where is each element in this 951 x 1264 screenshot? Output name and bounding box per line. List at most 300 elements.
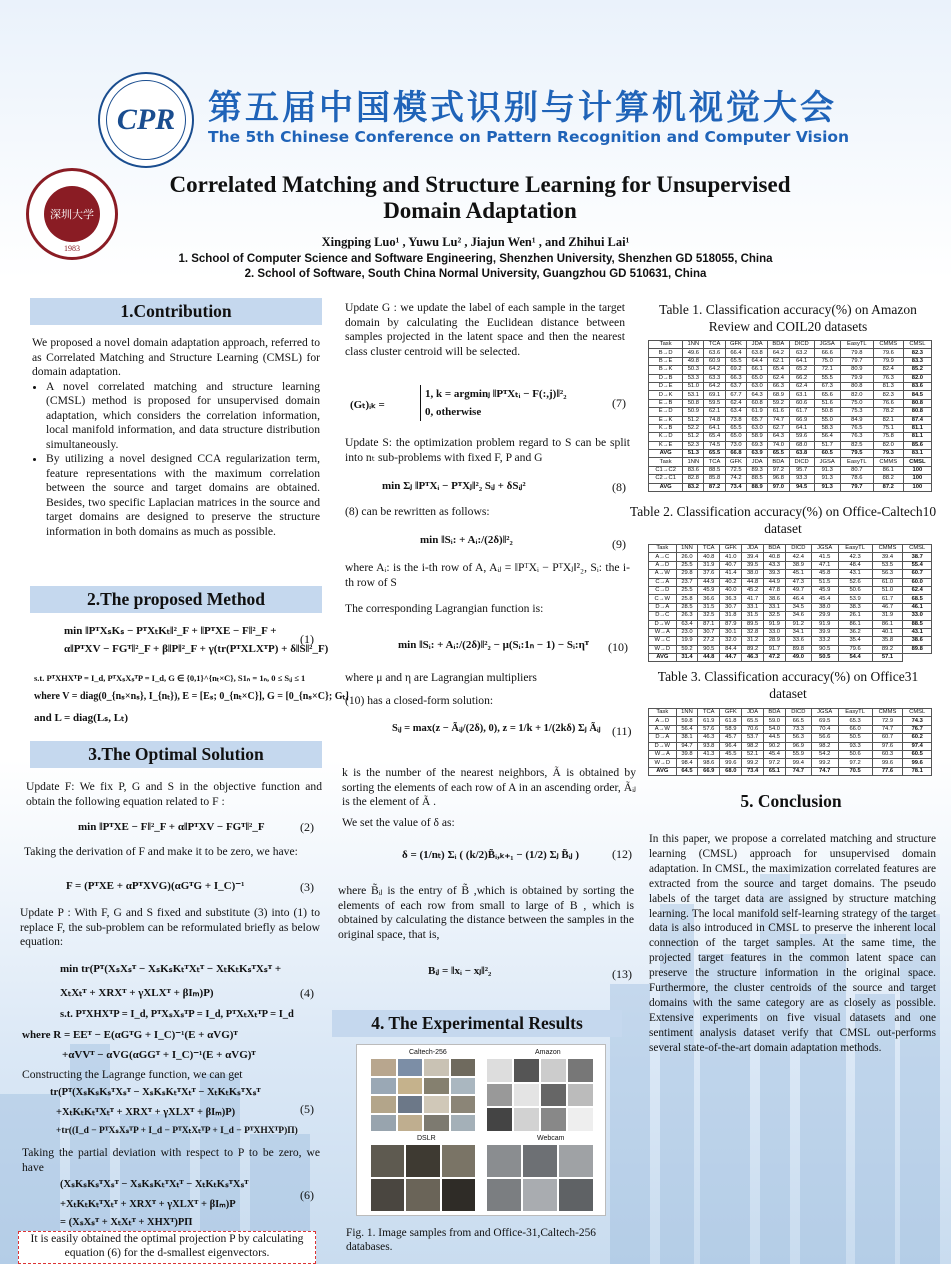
accuracy-cell: 60.3 [872,750,903,758]
sorted-distance-text: where B̃ᵢⱼ is the entry of B̃ ,which is obtained by sorting the elements of each row from small to large of B , which is obtained by calculating the distance between the samples in the original space, that is, [338,884,634,941]
rewrite-text: (8) can be rewritten as follows: [345,505,490,518]
accuracy-cell: 73.4 [725,483,747,491]
dslr-sample-grid [371,1145,475,1211]
accuracy-cell: 81.1 [903,424,931,432]
task-cell: D→E [649,382,683,390]
accuracy-cell: 41.4 [720,570,742,578]
accuracy-cell: 53.3 [683,374,704,382]
accuracy-cell: 33.2 [811,637,838,645]
accuracy-cell: DICD [786,709,812,717]
accuracy-cell: 51.3 [683,450,704,458]
accuracy-cell: 23.0 [676,628,698,636]
accuracy-cell: 74.7 [786,767,812,775]
accuracy-cell: 64.1 [789,357,814,365]
table-row [649,759,932,767]
accuracy-cell: 82.3 [903,349,931,357]
caltech-sample-grid [371,1059,475,1131]
accuracy-cell: JGSA [811,545,838,553]
accuracy-cell: 47.1 [811,561,838,569]
table-row [649,578,932,586]
partial-derivation-text: Taking the partial deviation with respect to P to be zero, we have [22,1146,320,1174]
task-cell: AVG [649,767,677,775]
accuracy-cell: 76.6 [873,399,903,407]
accuracy-cell: 52.6 [838,578,872,586]
accuracy-cell: 87.9 [720,620,742,628]
accuracy-cell: 61.7 [789,408,814,416]
accuracy-cell: 64.5 [676,767,698,775]
accuracy-cell: 27.2 [698,637,720,645]
accuracy-cell: 44.7 [720,654,742,662]
accuracy-cell: 73.8 [725,416,747,424]
accuracy-cell: 66.2 [789,374,814,382]
accuracy-cell: 31.2 [742,637,763,645]
accuracy-cell: 31.5 [698,603,720,611]
accuracy-cell: 50.3 [683,366,704,374]
accuracy-cell: 75.1 [873,424,903,432]
webcam-sample-grid [487,1145,593,1211]
accuracy-cell: 64.2 [704,382,725,390]
accuracy-cell: 66.9 [698,767,720,775]
accuracy-cell: 80.7 [840,466,873,474]
accuracy-cell: 31.8 [720,612,742,620]
accuracy-cell: CMSL [903,458,931,466]
accuracy-cell: 74.7 [768,416,790,424]
accuracy-cell: 62.7 [768,424,790,432]
accuracy-cell: 85.8 [704,475,725,483]
accuracy-cell: 46.1 [903,603,932,611]
table-row [649,645,932,653]
accuracy-cell: 76.3 [873,374,903,382]
accuracy-cell: 68.0 [789,441,814,449]
equation-12: δ = (1/nₜ) Σᵢ ( (k/2)B̃ᵢ,ₖ₊₁ − (1/2) Σⱼ B̃ᵢⱼ ) [402,849,579,861]
accuracy-cell: 39.4 [872,553,903,561]
table-row [649,561,932,569]
accuracy-cell: 66.6 [814,349,840,357]
accuracy-cell: 39.4 [742,553,763,561]
accuracy-cell: 94.5 [789,483,814,491]
task-cell: Task [649,545,677,553]
accuracy-cell: 89.2 [742,645,763,653]
accuracy-cell: GFK [725,458,747,466]
accuracy-cell: 88.9 [747,483,768,491]
equation-number-3: (3) [300,880,314,894]
accuracy-cell: 56.3 [786,734,812,742]
accuracy-cell: JDA [742,709,763,717]
section-conclusion-header: 5. Conclusion [740,791,842,811]
equation-number-2: (2) [300,820,314,834]
table-row [649,416,932,424]
accuracy-cell: 55.9 [786,750,812,758]
equation-number-6: (6) [300,1188,314,1202]
table-row [649,654,932,662]
accuracy-cell: 33.6 [786,637,812,645]
table-row [649,441,932,449]
affiliation-1: 1. School of Computer Science and Software Engineering, Shenzhen University, Shenzhen GD 518055, China [178,253,773,265]
accuracy-cell: 91.3 [814,483,840,491]
task-cell: D→A [649,734,677,742]
accuracy-cell: 62.1 [704,408,725,416]
equation-9: min ‖Sᵢ: + Aᵢ:/(2δ)‖²₂ [420,534,513,546]
accuracy-cell: 83.6 [683,466,704,474]
accuracy-cell: 63.4 [676,620,698,628]
accuracy-cell: 90.2 [763,742,785,750]
accuracy-cell: 62.4 [789,382,814,390]
accuracy-cell: 39.5 [742,561,763,569]
contribution-bullet-2: • By utilizing a novel designed CCA regularization term, feature representations with the maximum correlation between the source and target domains are obtained. Besides, two specific Laplacian matrices in the source and target domains are designed to preserve the structure information in both domains as much as possible. [46,452,320,539]
table-row [649,391,932,399]
accuracy-cell: 83.6 [903,382,931,390]
lagrange-multipliers-text: where μ and η are Lagrangian multipliers [345,671,537,684]
table-row [649,612,932,620]
accuracy-cell: 79.7 [840,483,873,491]
accuracy-cell: 65.5 [725,424,747,432]
accuracy-cell: 34.5 [786,603,812,611]
accuracy-cell: EasyTL [840,458,873,466]
accuracy-cell: 55.4 [903,561,932,569]
accuracy-cell: 65.5 [704,450,725,458]
accuracy-cell: 70.6 [742,725,763,733]
equation-7-lhs: (Gₜ)ᵢₖ = [350,399,385,411]
accuracy-cell: 78.1 [903,767,932,775]
task-cell: A→W [649,725,677,733]
accuracy-cell: 33.1 [742,603,763,611]
cpr-logo-text: CPR [116,103,176,136]
accuracy-cell: TCA [698,709,720,717]
accuracy-cell: 40.8 [763,553,785,561]
accuracy-cell: 56.4 [814,433,840,441]
accuracy-cell: 78.2 [873,408,903,416]
accuracy-cell: 45.2 [742,586,763,594]
section-experimental-results-header: 4. The Experimental Results [332,1010,622,1037]
accuracy-cell: 84.9 [840,416,873,424]
table-header-row [649,545,932,553]
task-cell: C2→C1 [649,475,683,483]
accuracy-cell: 97.2 [763,759,785,767]
accuracy-cell: 79.6 [838,645,872,653]
equation-7-cases: 1, k = argminⱼ ‖PᵀXₜᵢ − F(:,j)‖²₂ 0, otherwise [420,385,567,421]
equation-number-9: (9) [612,537,626,551]
accuracy-cell: 63.3 [704,374,725,382]
accuracy-cell: 25.8 [676,595,698,603]
author-list: Xingping Luo¹ , Yuwu Lu² , Jiajun Wen¹ , and Zhihui Lai¹ [321,235,630,249]
accuracy-cell: TCA [704,341,725,349]
task-cell: W→A [649,628,677,636]
accuracy-cell: CMMS [873,458,903,466]
accuracy-cell: 40.2 [720,578,742,586]
accuracy-cell: 51.2 [683,416,704,424]
accuracy-cell: 19.9 [676,637,698,645]
accuracy-cell: BDA [763,709,785,717]
contribution-bullet-1: • A novel correlated matching and structure learning (CMSL) method is proposed for unsupervised domain adaptation, which considers the correlation information, local manifold information, and data structure distribution simultaneously. [46,380,320,453]
accuracy-cell: JGSA [814,341,840,349]
accuracy-cell: 82.1 [873,416,903,424]
table-row [649,570,932,578]
accuracy-cell: 79.3 [873,450,903,458]
accuracy-cell: 30.1 [720,628,742,636]
accuracy-cell: 61.7 [872,595,903,603]
accuracy-cell: 25.5 [676,586,698,594]
accuracy-cell: 38.7 [903,553,932,561]
accuracy-cell: 76.5 [840,424,873,432]
accuracy-cell: 82.4 [873,366,903,374]
accuracy-cell: 34.1 [786,628,812,636]
accuracy-cell: 66.0 [838,725,872,733]
accuracy-cell: 60.0 [903,578,932,586]
accuracy-cell: CMMS [873,341,903,349]
accuracy-cell: CMSL [903,709,932,717]
accuracy-cell: 64.4 [747,357,768,365]
accuracy-cell: 43.3 [763,561,785,569]
accuracy-cell: 59.5 [704,399,725,407]
table-row [649,628,932,636]
accuracy-cell: 70.5 [838,767,872,775]
accuracy-cell: 75.8 [873,433,903,441]
equation-1-line-2: α‖PᵀXV − FGᵀ‖²_F + β‖P‖²_F + γ(tr(PᵀXLXᵀP) + δ‖S‖²_F) [64,643,329,655]
accuracy-cell: 82.5 [840,441,873,449]
accuracy-cell: 68.5 [903,595,932,603]
accuracy-cell: 36.2 [838,628,872,636]
accuracy-cell: 74.8 [704,416,725,424]
task-cell: K→E [649,441,683,449]
accuracy-cell: 88.5 [747,475,768,483]
task-cell: K→B [649,424,683,432]
table-row [649,725,932,733]
accuracy-cell: 64.1 [789,424,814,432]
accuracy-cell: 51.0 [872,586,903,594]
task-cell: C→W [649,595,677,603]
accuracy-cell: 44.5 [763,734,785,742]
accuracy-cell: 69.5 [811,717,838,725]
accuracy-cell: 66.8 [725,450,747,458]
accuracy-cell: 96.4 [720,742,742,750]
section-optimal-solution-header: 3.The Optimal Solution [30,741,322,768]
accuracy-cell: 65.5 [742,717,763,725]
accuracy-cell: 41.7 [742,595,763,603]
accuracy-cell: 96.9 [786,742,812,750]
accuracy-cell: 77.6 [872,767,903,775]
accuracy-cell: 26.0 [676,553,698,561]
accuracy-cell: 39.3 [763,570,785,578]
accuracy-cell: 83.1 [903,450,931,458]
accuracy-cell: 60.7 [903,570,932,578]
accuracy-cell: CMMS [872,545,903,553]
accuracy-cell: 26.3 [676,612,698,620]
accuracy-cell: 38.6 [903,637,932,645]
equation-number-5: (5) [300,1102,314,1116]
accuracy-cell: CMSL [903,545,932,553]
accuracy-cell: 65.5 [725,357,747,365]
accuracy-cell: 82.0 [840,391,873,399]
table-row [649,586,932,594]
accuracy-cell: 43.1 [903,628,932,636]
accuracy-cell: 81.1 [903,433,931,441]
accuracy-cell: BDA [768,341,790,349]
table-row [649,483,932,491]
table-row [649,742,932,750]
accuracy-cell: 91.3 [814,466,840,474]
accuracy-cell: GFK [725,341,747,349]
table-row [649,408,932,416]
accuracy-cell: 49.8 [683,357,704,365]
accuracy-cell: 63.1 [789,391,814,399]
task-cell: D→W [649,742,677,750]
accuracy-cell: 80.8 [903,399,931,407]
accuracy-cell: 73.4 [742,767,763,775]
accuracy-cell: 84.4 [720,645,742,653]
accuracy-cell: 84.5 [903,391,931,399]
closed-form-text: (10) has a closed-form solution: [345,694,494,707]
accuracy-cell: 98.6 [698,759,720,767]
accuracy-cell: 58.3 [814,424,840,432]
accuracy-cell: 49.7 [786,586,812,594]
accuracy-cell: 61.9 [698,717,720,725]
accuracy-cell: 63.6 [704,349,725,357]
accuracy-cell: 74.0 [768,441,790,449]
table-1-accuracy-amazon-coil20 [648,340,932,492]
accuracy-cell: 70.4 [811,725,838,733]
accuracy-cell: 99.6 [903,759,932,767]
accuracy-cell: 87.4 [903,416,931,424]
accuracy-cell: 56.4 [676,725,698,733]
accuracy-cell: 59.6 [789,433,814,441]
figure-label-caltech: Caltech-256 [409,1049,447,1056]
accuracy-cell: 65.0 [747,374,768,382]
accuracy-cell: 88.5 [704,466,725,474]
accuracy-cell: 49.6 [683,349,704,357]
task-cell: K→D [649,433,683,441]
accuracy-cell: 80.8 [840,382,873,390]
task-cell: C→A [649,578,677,586]
contribution-intro: We proposed a novel domain adaptation approach, referred to as Correlated Matching and Structure Learning (CMSL) for domain adaptation. [32,336,320,378]
accuracy-cell: 1NN [683,458,704,466]
task-cell: B→K [649,366,683,374]
equation-1-where: where V = diag(0_{nₛ×nₛ}, I_{nₜ}), E = [Eₛ; 0_{nₜ×C}], G = [0_{nₛ×C}; Gₜ] [34,691,349,702]
contribution-text [32,336,320,539]
equation-6-line-2: +XₜKₜKₜᵀXₜᵀ + XRXᵀ + γXLXᵀ + βIₘ)P [60,1199,236,1210]
figure-label-amazon: Amazon [535,1049,561,1056]
cprcv-logo [98,72,194,168]
accuracy-cell: 89.5 [742,620,763,628]
accuracy-cell: 74.7 [872,725,903,733]
accuracy-cell: 87.2 [704,483,725,491]
accuracy-cell: 86.1 [873,466,903,474]
accuracy-cell: 90.5 [698,645,720,653]
accuracy-cell: 64.3 [747,391,768,399]
accuracy-cell: 66.4 [725,349,747,357]
accuracy-cell: 55.0 [814,416,840,424]
table-row [649,458,932,466]
accuracy-cell: 38.0 [742,570,763,578]
accuracy-cell: 99.6 [720,759,742,767]
accuracy-cell: 56.3 [872,570,903,578]
table-row [649,366,932,374]
accuracy-cell: 43.1 [838,570,872,578]
table-row [649,620,932,628]
accuracy-cell: 66.5 [786,717,812,725]
accuracy-cell: 90.5 [811,645,838,653]
accuracy-cell: 82.0 [873,441,903,449]
equation-number-8: (8) [612,480,626,494]
accuracy-cell: 30.7 [720,603,742,611]
delta-value-text: We set the value of δ as: [342,816,455,829]
table-row [649,475,932,483]
task-cell: D→C [649,612,677,620]
accuracy-cell: 44.8 [742,578,763,586]
task-cell: C1→C2 [649,466,683,474]
image-samples-figure [356,1044,606,1216]
accuracy-cell: 1NN [683,341,704,349]
accuracy-cell: 59.2 [676,645,698,653]
accuracy-cell: 86.1 [838,620,872,628]
accuracy-cell: 98.4 [676,759,698,767]
accuracy-cell: 88.5 [903,620,932,628]
accuracy-cell: 97.0 [768,483,790,491]
accuracy-cell: 38.3 [838,603,872,611]
equation-5-line-3: +tr((I_d − PᵀXₛXₛᵀP + I_d − PᵀXₜXₜᵀP + I_d − PᵀXHXᵀP)Π) [56,1126,298,1136]
equation-3: F = (PᵀXE + αPᵀXVG)(αGᵀG + I_C)⁻¹ [66,880,245,892]
equation-11: Sᵢⱼ = max(z − Ãᵢⱼ/(2δ), 0), z = 1/k + 1/(2kδ) Σⱼ Ãᵢⱼ [392,723,601,734]
equation-number-12: (12) [612,847,632,861]
accuracy-cell: 63.7 [725,382,747,390]
paper-title: Correlated Matching and Structure Learning for Unsupervised Domain Adaptation [169,172,791,223]
accuracy-cell: 1NN [676,709,698,717]
accuracy-cell: 65.6 [814,391,840,399]
accuracy-cell: 60.7 [872,734,903,742]
accuracy-cell: 100 [903,466,931,474]
accuracy-cell: 54.2 [811,750,838,758]
accuracy-cell: 65.4 [768,366,790,374]
task-cell: AVG [649,450,683,458]
accuracy-cell: 63.0 [747,424,768,432]
accuracy-cell: 94.7 [676,742,698,750]
accuracy-cell: 31.9 [698,561,720,569]
accuracy-cell: 74.3 [903,717,932,725]
accuracy-cell: 61.0 [872,578,903,586]
update-f-text: Update F: We fix P, G and S in the objective function and obtain the following equation related to F : [26,780,322,808]
equation-1-constraints: s.t. PᵀXHXᵀP = I_d, PᵀXₛXₛᵀP = I_d, G ∈ {0,1}^{nₜ×C}, S1ₙ = 1ₙ, 0 ≤ Sᵢⱼ ≤ 1 [34,673,306,683]
accuracy-cell: 42.4 [786,553,812,561]
accuracy-cell: 66.3 [768,382,790,390]
optimal-projection-note: It is easily obtained the optimal projection P by calculating equation (6) for the d-smallest eigenvectors. [18,1231,316,1264]
accuracy-cell: 79.8 [840,349,873,357]
table-row [649,767,932,775]
section-contribution-header: 1.Contribution [30,298,322,325]
accuracy-cell: 30.7 [698,628,720,636]
accuracy-cell: 97.4 [903,742,932,750]
accuracy-cell: 64.2 [768,349,790,357]
accuracy-cell: 40.7 [720,561,742,569]
task-cell: A→C [649,553,677,561]
accuracy-cell: 31.9 [872,612,903,620]
accuracy-cell: 74.2 [725,475,747,483]
accuracy-cell: 79.7 [840,357,873,365]
accuracy-cell: 56.6 [811,734,838,742]
accuracy-cell: 99.2 [811,759,838,767]
table-3-accuracy-office31 [648,708,932,776]
accuracy-cell: 50.8 [814,408,840,416]
accuracy-cell: 61.8 [720,717,742,725]
accuracy-cell: 66.9 [789,416,814,424]
accuracy-cell: 89.2 [872,645,903,653]
update-p-text: Update P : With F, G and S fixed and substitute (3) into (1) to replace F, the sub-problem can be reformulated briefly as below equation: [20,906,320,948]
accuracy-cell: 79.6 [873,349,903,357]
accuracy-cell: 75.3 [840,408,873,416]
accuracy-cell: 63.8 [747,349,768,357]
accuracy-cell: 89.3 [747,466,768,474]
accuracy-cell: 45.7 [720,734,742,742]
accuracy-cell: 28.9 [763,637,785,645]
accuracy-cell: 39.9 [811,628,838,636]
